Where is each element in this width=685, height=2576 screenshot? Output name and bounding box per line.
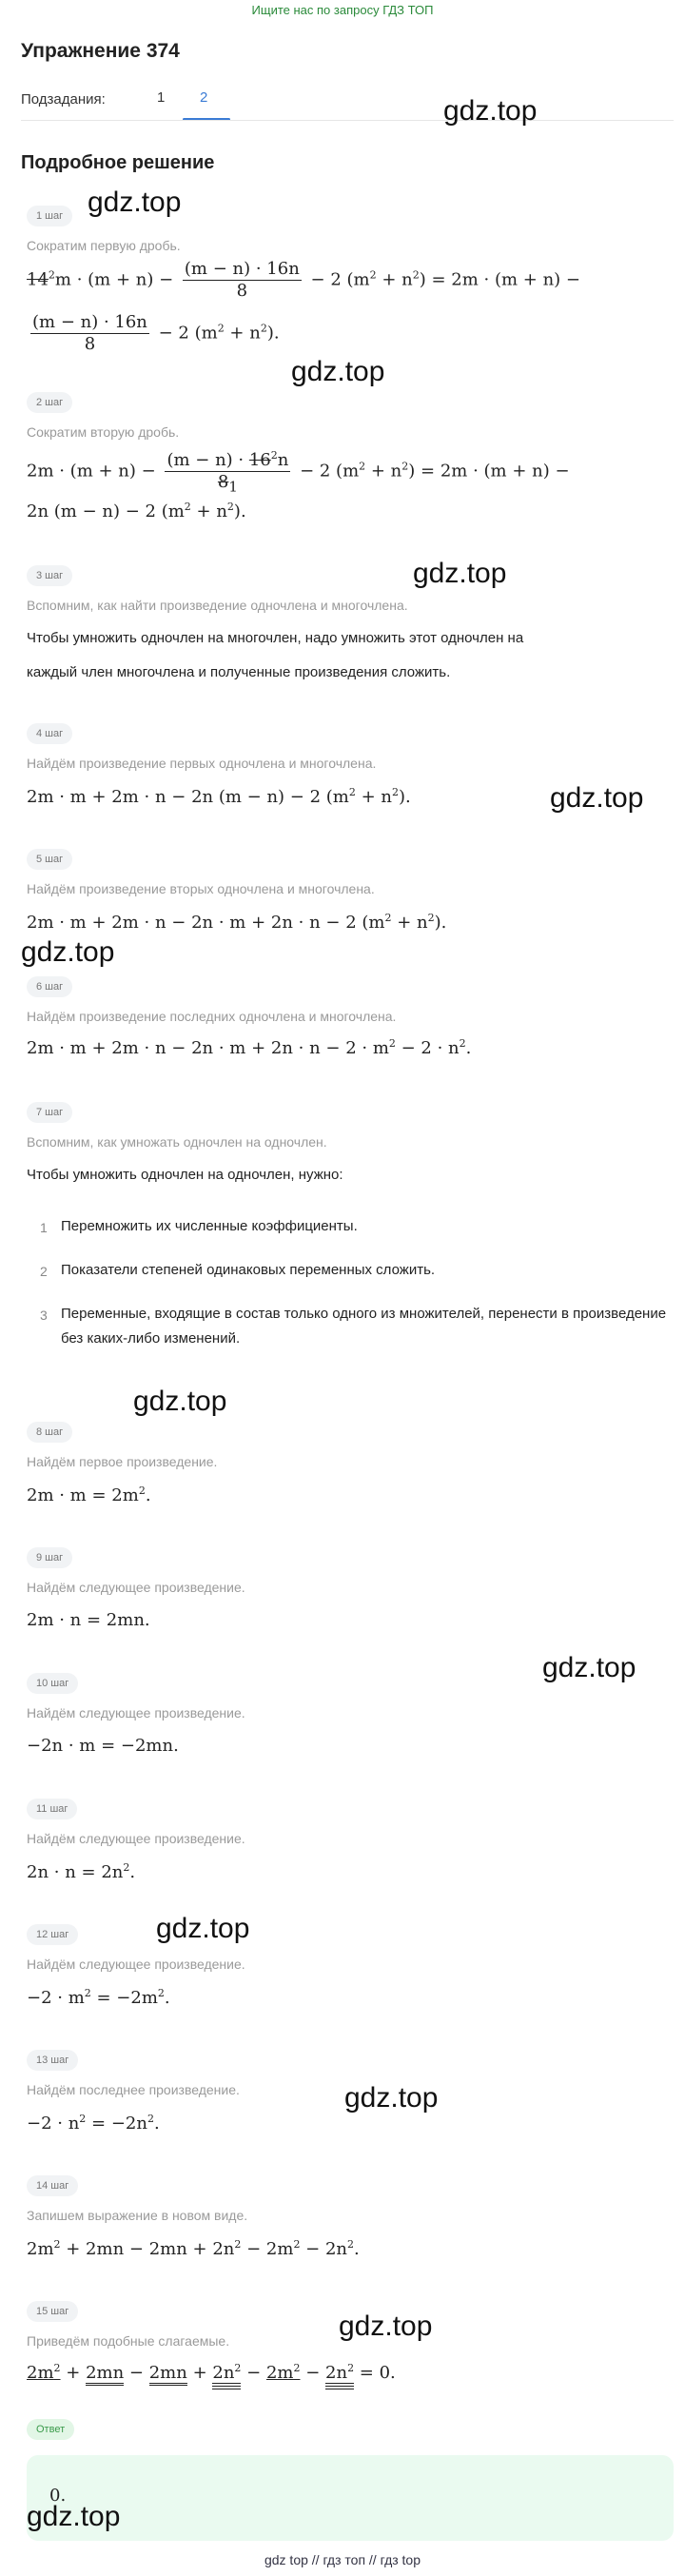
step-badge: 15 шаг — [27, 2301, 78, 2322]
step-caption: Вспомним, как найти произведение одночлена и многочлена. — [27, 598, 408, 613]
watermark: gdz.top — [133, 1386, 227, 1417]
step-badge: 11 шаг — [27, 1799, 77, 1819]
watermark: gdz.top — [291, 356, 385, 387]
step-caption: Сократим первую дробь. — [27, 238, 181, 253]
step-1-formula-line-2: $\frac{(m - n) \cdot 16n}{8}$ − 2 $(m^2 + n^2)$. — [32, 312, 280, 354]
watermark: gdz.top — [550, 782, 644, 814]
step-badge: 14 шаг — [27, 2175, 78, 2196]
step-caption: Найдём произведение последних одночлена и многочлена. — [27, 1009, 397, 1024]
top-banner[interactable] — [0, 0, 685, 21]
list-item: Показатели степеней одинаковых переменных сложить. — [61, 1262, 436, 1278]
step-caption: Найдём первое произведение. — [27, 1454, 218, 1469]
watermark: gdz.top — [27, 2501, 121, 2532]
step-badge: 5 шаг — [27, 849, 72, 870]
step-caption: Найдём следующее произведение. — [27, 1580, 245, 1595]
subtasks-label: Подзадания: — [21, 91, 106, 108]
watermark: gdz.top — [156, 1913, 250, 1944]
watermark: gdz.top — [443, 95, 538, 127]
step-9-formula: 2m · n = 2mn. — [27, 1610, 150, 1630]
step-badge: 6 шаг — [27, 976, 72, 997]
page-title: Упражнение 374 — [21, 40, 180, 62]
step-badge: 8 шаг — [27, 1422, 72, 1443]
step-badge: 10 шаг — [27, 1673, 78, 1694]
step-4-formula: 2m · m + 2m · n − 2n (m − n) − 2 $(m^2 + n^2)$. — [27, 786, 411, 807]
step-badge: 13 шаг — [27, 2050, 78, 2071]
step-badge: 12 шаг — [27, 1924, 78, 1945]
rule-text: Чтобы умножить одночлен на одночлен, нужно: — [27, 1167, 343, 1183]
step-11-formula: $2n \cdot n = 2n^2$. — [27, 1861, 136, 1882]
step-badge: 3 шаг — [27, 565, 72, 586]
step-6-formula: $2m \cdot m + 2m \cdot n - 2n \cdot m + 2n \cdot n - 2 \cdot m^2 - 2 \cdot n^2$. — [27, 1037, 472, 1058]
step-caption: Найдём следующее произведение. — [27, 1831, 245, 1846]
list-item: Переменные, входящие в состав только одного из множителей, перенести в произведение без каких-либо изменений. — [61, 1306, 667, 1347]
step-2-formula-line-2: 2n (m − n) − 2 $(m^2 + n^2)$. — [27, 501, 246, 521]
top-banner-text[interactable]: Ищите нас по запросу ГДЗ ТОП — [251, 3, 434, 17]
step-caption: Найдём следующее произведение. — [27, 1705, 245, 1721]
step-2-formula-line-1: 2m · (m + n) − $\frac{(m - n) \cdot 16^2n}{8_1}$ − 2 $(m^2 + n^2) = 2m \cdot (m + n)$ − — [27, 445, 570, 498]
step-caption: Запишем выражение в новом виде. — [27, 2208, 248, 2223]
section-title: Подробное решение — [21, 152, 215, 173]
tab-2[interactable]: 2 — [200, 89, 208, 106]
step-12-formula: $-2 \cdot m^2 = -2m^2$. — [27, 1987, 170, 2008]
rule-text: каждый член многочлена и полученные произведения сложить. — [27, 664, 451, 680]
tabs-divider — [21, 120, 674, 121]
list-number: 1 — [40, 1220, 48, 1235]
step-1-formula-line-1: $14^2m \cdot (m + n)$ − $\frac{(m - n) \cdot 16n}{8}$ − 2 $(m^2 + n^2) = 2m \cdot (m + n)$ − — [27, 259, 581, 301]
step-caption: Сократим вторую дробь. — [27, 424, 180, 440]
list-number: 2 — [40, 1264, 48, 1279]
step-caption: Найдём следующее произведение. — [27, 1957, 245, 1972]
answer-value: 0. — [49, 2486, 67, 2506]
step-badge: 2 шаг — [27, 392, 72, 413]
step-15-formula: $2m^2 + 2mn - 2mn + 2n^2 - 2m^2 - 2n^2 = 0$. — [27, 2362, 396, 2383]
step-5-formula: 2m · m + 2m · n − 2n · m + 2n · n − 2 $(m^2 + n^2)$. — [27, 912, 447, 933]
step-badge: 1 шаг — [27, 206, 72, 226]
watermark: gdz.top — [413, 558, 507, 589]
step-14-formula: $2m^2 + 2mn - 2mn + 2n^2 - 2m^2 - 2n^2$. — [27, 2238, 360, 2259]
step-badge: 7 шаг — [27, 1102, 72, 1123]
step-caption: Найдём произведение первых одночлена и многочлена. — [27, 756, 377, 771]
list-item: Перемножить их численные коэффициенты. — [61, 1218, 358, 1234]
watermark: gdz.top — [542, 1652, 636, 1683]
step-13-formula: $-2 \cdot n^2 = -2n^2$. — [27, 2113, 160, 2134]
step-badge: 9 шаг — [27, 1547, 72, 1568]
list-number: 3 — [40, 1308, 48, 1323]
step-caption: Найдём последнее произведение. — [27, 2082, 240, 2097]
rule-text: Чтобы умножить одночлен на многочлен, надо умножить этот одночлен на — [27, 630, 524, 646]
watermark: gdz.top — [21, 936, 115, 968]
answer-badge: Ответ — [27, 2419, 74, 2440]
watermark: gdz.top — [344, 2082, 439, 2114]
tab-1[interactable]: 1 — [157, 89, 166, 106]
step-caption: Приведём подобные слагаемые. — [27, 2333, 230, 2349]
step-caption: Найдём произведение вторых одночлена и многочлена. — [27, 881, 375, 896]
step-badge: 4 шаг — [27, 723, 72, 744]
watermark: gdz.top — [88, 187, 182, 218]
footer-links[interactable]: gdz top // гдз топ // гдз top — [264, 2552, 421, 2567]
step-8-formula: $2m \cdot m = 2m^2$. — [27, 1485, 151, 1505]
answer-box — [27, 2455, 674, 2541]
step-10-formula: −2n · m = −2mn. — [27, 1736, 179, 1756]
watermark: gdz.top — [339, 2311, 433, 2342]
step-caption: Вспомним, как умножать одночлен на одночлен. — [27, 1134, 327, 1150]
